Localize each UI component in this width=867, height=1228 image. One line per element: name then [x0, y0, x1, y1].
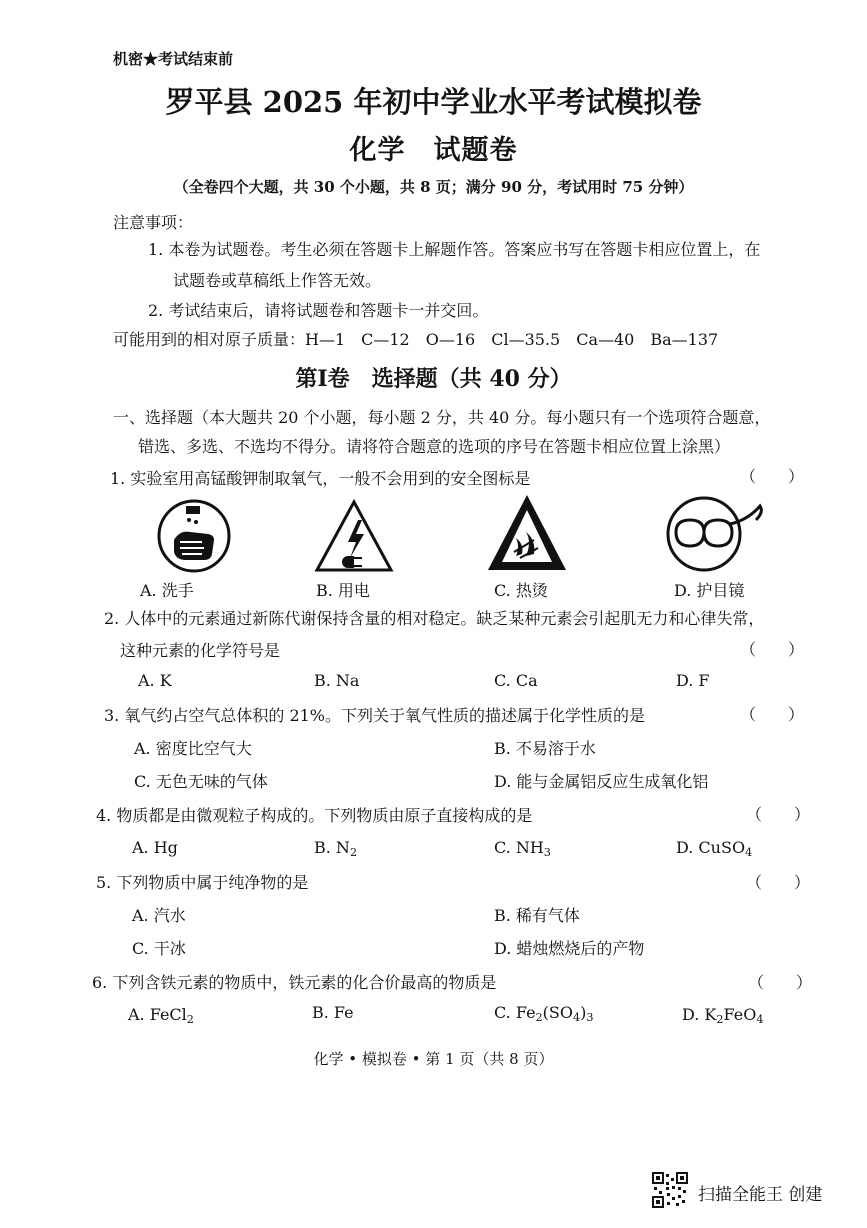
q6-option-b: B. Fe	[312, 1003, 354, 1022]
hot-surface-icon	[486, 492, 568, 578]
goggles-icon	[666, 494, 770, 578]
exam-title: 罗平县 2025 年初中学业水平考试模拟卷	[165, 85, 702, 119]
question-6-stem: 6. 下列含铁元素的物质中，铁元素的化合价最高的物质是	[92, 973, 497, 992]
q2-option-b: B. Na	[314, 671, 360, 690]
q2-option-a: A. K	[138, 671, 172, 690]
section-instructions: 一、选择题（本大题共 20 个小题，每小题 2 分，共 40 分。每小题只有一个选项符合题意，	[113, 408, 771, 427]
qr-code-icon	[652, 1172, 688, 1208]
q6-option-d: D. $K_2FeO_4$	[682, 1005, 764, 1026]
wash-hands-icon	[156, 498, 232, 578]
answer-paren: （ ）	[746, 873, 811, 892]
q2-option-d: D. F	[676, 671, 710, 690]
answer-paren: （ ）	[740, 705, 805, 724]
q5-option-a: A. 汽水	[132, 906, 186, 925]
q5-option-d: D. 蜡烛燃烧后的产物	[494, 939, 645, 958]
answer-paren: （ ）	[740, 640, 805, 659]
q3-option-c: C. 无色无味的气体	[134, 772, 268, 791]
q1-option-c: C. 热烫	[494, 581, 548, 600]
confidential-label: 机密★考试结束前	[113, 50, 234, 68]
answer-paren: （ ）	[740, 467, 805, 486]
atomic-masses: 可能用到的相对原子质量：H—1 C—12 O—16 Cl—35.5 Ca—40 Ba—137	[113, 330, 719, 349]
q5-option-c: C. 干冰	[132, 939, 186, 958]
section-title: 第Ⅰ卷 选择题（共 40 分）	[295, 366, 572, 392]
q4-option-a: A. Hg	[132, 838, 178, 857]
question-2-stem: 2. 人体中的元素通过新陈代谢保持含量的相对稳定。缺乏某种元素会引起肌无力和心律失常，	[104, 609, 765, 628]
page-footer: 化学 • 模拟卷 • 第 1 页（共 8 页）	[313, 1050, 554, 1068]
question-4-stem: 4. 物质都是由微观粒子构成的。下列物质由原子直接构成的是	[96, 806, 533, 825]
q1-option-b: B. 用电	[316, 581, 370, 600]
exam-subtitle: 化学 试题卷	[349, 135, 518, 166]
question-1-stem: 1. 实验室用高锰酸钾制取氧气，一般不会用到的安全图标是	[110, 469, 531, 488]
q4-option-d: D. CuSO$_4$	[676, 838, 753, 859]
notice-heading: 注意事项：	[113, 213, 194, 232]
q2-option-c: C. Ca	[494, 671, 538, 690]
question-5-stem: 5. 下列物质中属于纯净物的是	[96, 873, 309, 892]
answer-paren: （ ）	[746, 805, 811, 824]
question-2-stem-cont: 这种元素的化学符号是	[120, 641, 281, 660]
q3-option-d: D. 能与金属铝反应生成氧化铝	[494, 772, 709, 791]
q6-option-c: C. $Fe_2(SO_4)_3$	[494, 1003, 594, 1024]
q6-option-a: A. FeCl$_2$	[128, 1005, 194, 1026]
exam-info: （全卷四个大题，共 30 个小题，共 8 页；满分 90 分，考试用时 75 分钟）	[173, 178, 694, 196]
q4-option-c: C. $NH_3$	[494, 838, 551, 859]
q5-option-b: B. 稀有气体	[494, 906, 580, 925]
q1-option-d: D. 护目镜	[674, 581, 745, 600]
section-instructions-cont: 错选、多选、不选均不得分。请将符合题意的选项的序号在答题卡相应位置上涂黑）	[138, 437, 731, 456]
electricity-icon	[314, 498, 394, 578]
answer-paren: （ ）	[748, 973, 813, 992]
question-3-stem: 3. 氧气约占空气总体积的 21%。下列关于氧气性质的描述属于化学性质的是	[104, 706, 646, 725]
q1-option-a: A. 洗手	[140, 581, 194, 600]
q3-option-a: A. 密度比空气大	[134, 739, 252, 758]
q3-option-b: B. 不易溶于水	[494, 739, 596, 758]
notice-item-2: 2. 考试结束后，请将试题卷和答题卡一并交回。	[148, 301, 489, 320]
scanner-watermark: 扫描全能王 创建	[698, 1185, 823, 1205]
notice-item-1-cont: 试题卷或草稿纸上作答无效。	[173, 271, 382, 290]
q4-option-b: B. $N_2$	[314, 838, 358, 859]
notice-item-1: 1. 本卷为试题卷。考生必须在答题卡上解题作答。答案应书写在答题卡相应位置上，在	[148, 240, 761, 259]
